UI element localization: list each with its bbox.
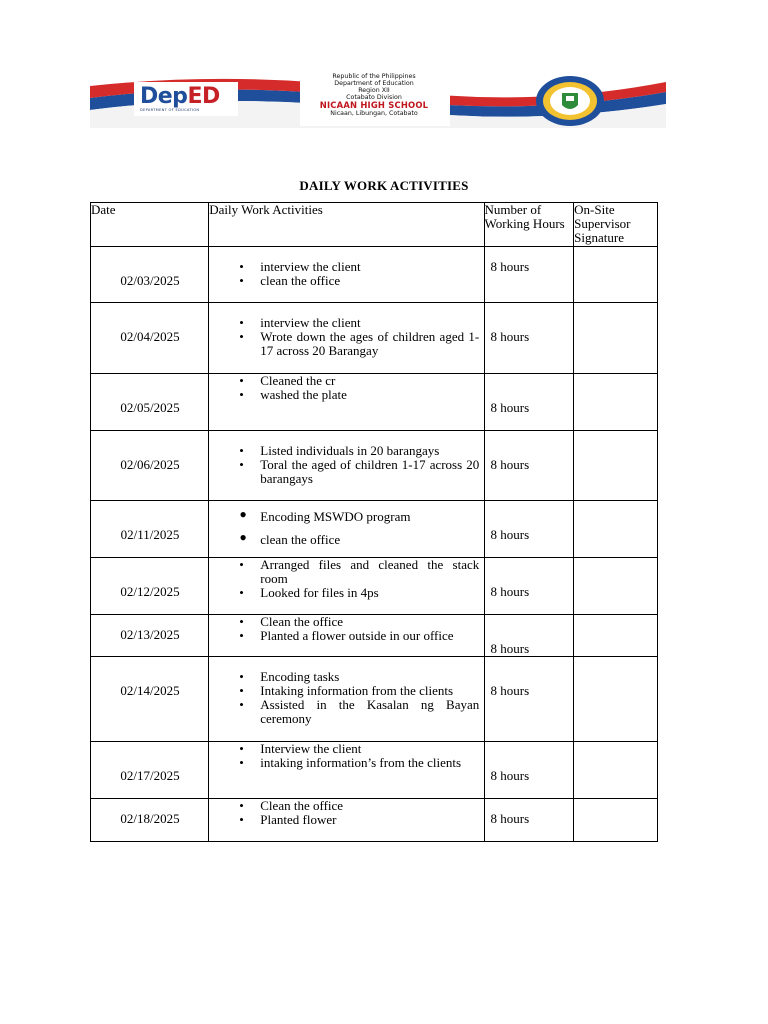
date-text: 02/06/2025 (120, 457, 180, 472)
deped-subtitle: DEPARTMENT OF EDUCATION (140, 108, 200, 112)
hours-text: 8 hours (490, 768, 530, 783)
list-item: • intaking information’s from the clients (209, 756, 485, 770)
list-item: • clean the office (209, 274, 485, 288)
school-info (304, 73, 444, 117)
list-item: • Planted flower (209, 813, 485, 827)
hours-text: 8 hours (490, 641, 530, 656)
signature-cell (574, 247, 658, 303)
letterhead-banner (90, 70, 666, 128)
school-seal-icon (534, 75, 606, 127)
hours-text: 8 hours (490, 259, 530, 274)
list-item: • Cleaned the cr (209, 374, 485, 388)
activities-cell (209, 374, 484, 431)
header-date: Date (91, 203, 209, 247)
table-header-row (91, 203, 658, 247)
activity-list (209, 615, 485, 643)
list-item: • Clean the office (209, 615, 485, 629)
date-text: 02/18/2025 (120, 811, 180, 826)
date-cell (91, 558, 209, 615)
table-row (91, 431, 658, 501)
signature-cell (574, 558, 658, 615)
hours-cell (484, 657, 574, 742)
school-name: NICAAN HIGH SCHOOL (319, 100, 429, 110)
activities-cell (209, 247, 484, 303)
signature-cell (574, 742, 658, 799)
activities-cell (209, 657, 484, 742)
deped-logo-dep: Dep (140, 84, 188, 109)
activities-cell (209, 558, 484, 615)
date-text: 02/17/2025 (120, 768, 180, 783)
hours-text: 8 hours (490, 329, 530, 344)
document-title: DAILY WORK ACTIVITIES (299, 178, 469, 193)
date-cell (91, 657, 209, 742)
date-cell (91, 799, 209, 842)
signature-cell (574, 799, 658, 842)
hours-text: 8 hours (490, 457, 530, 472)
table-row (91, 742, 658, 799)
table-row (91, 374, 658, 431)
list-item: • Arranged files and cleaned the stack room (209, 558, 485, 586)
signature-cell (574, 374, 658, 431)
date-cell (91, 374, 209, 431)
country-line: Republic of the Philippines (332, 73, 416, 80)
signature-cell (574, 657, 658, 742)
date-cell (91, 501, 209, 558)
signature-cell (574, 431, 658, 501)
header-signature: On-Site Supervisor Signature (574, 203, 658, 247)
list-item: • interview the client (209, 260, 485, 274)
list-item: • Encoding MSWDO program (209, 505, 485, 528)
date-cell (91, 303, 209, 374)
date-text: 02/11/2025 (120, 527, 180, 542)
region-line: Region XII (358, 87, 390, 94)
activities-cell (209, 431, 484, 501)
table-row (91, 501, 658, 558)
hours-text: 8 hours (490, 811, 530, 826)
hours-cell (484, 501, 574, 558)
hours-cell (484, 374, 574, 431)
activities-cell (209, 501, 484, 558)
school-address: Nicaan, Libungan, Cotabato (330, 110, 418, 117)
date-cell (91, 742, 209, 799)
table-row (91, 558, 658, 615)
header-activities: Daily Work Activities (209, 203, 484, 247)
hours-cell (484, 615, 574, 657)
activity-list (209, 505, 485, 551)
date-text: 02/12/2025 (120, 584, 180, 599)
hours-text: 8 hours (490, 683, 530, 698)
hours-text: 8 hours (490, 527, 530, 542)
activity-list (209, 260, 485, 288)
hours-cell (484, 799, 574, 842)
list-item: • Listed individuals in 20 barangays (209, 444, 485, 458)
division-line: Cotabato Division (346, 94, 402, 101)
list-item: • Planted a flower outside in our office (209, 629, 485, 643)
list-item: • Intaking information from the clients (209, 684, 485, 698)
date-text: 02/13/2025 (120, 627, 180, 642)
hours-cell (484, 742, 574, 799)
date-cell (91, 247, 209, 303)
activity-list (209, 799, 485, 827)
hours-cell (484, 558, 574, 615)
table-row (91, 303, 658, 374)
activity-list (209, 316, 485, 358)
list-item: • washed the plate (209, 388, 485, 402)
hours-text: 8 hours (490, 400, 530, 415)
activity-list (209, 742, 485, 770)
signature-cell (574, 303, 658, 374)
department-line: Department of Education (334, 80, 414, 87)
hours-text: 8 hours (490, 584, 530, 599)
list-item: • Assisted in the Kasalan ng Bayan ceremony (209, 698, 485, 726)
activities-cell (209, 799, 484, 842)
activity-list (209, 558, 485, 600)
date-text: 02/05/2025 (120, 400, 180, 415)
list-item: • Looked for files in 4ps (209, 586, 485, 600)
list-item: • Encoding tasks (209, 670, 485, 684)
date-text: 02/04/2025 (120, 329, 180, 344)
signature-cell (574, 615, 658, 657)
hours-cell (484, 303, 574, 374)
table-row (91, 657, 658, 742)
activity-list (209, 374, 485, 402)
activities-table (90, 202, 658, 842)
deped-logo (140, 84, 220, 110)
activities-cell (209, 615, 484, 657)
list-item: • clean the office (209, 528, 485, 551)
date-cell (91, 615, 209, 657)
list-item: • interview the client (209, 316, 485, 330)
activity-list (209, 670, 485, 726)
date-cell (91, 431, 209, 501)
hours-cell (484, 247, 574, 303)
table-row (91, 247, 658, 303)
activity-list (209, 444, 485, 486)
hours-cell (484, 431, 574, 501)
list-item: • Wrote down the ages of children aged 1-17 across 20 Barangay (209, 330, 485, 358)
date-text: 02/14/2025 (120, 683, 180, 698)
signature-cell (574, 501, 658, 558)
list-item: • Clean the office (209, 799, 485, 813)
date-text: 02/03/2025 (120, 273, 180, 288)
table-row (91, 799, 658, 842)
activities-cell (209, 303, 484, 374)
table-row (91, 615, 658, 657)
deped-logo-ed: ED (187, 84, 220, 109)
list-item: • Toral the aged of children 1-17 across 20 barangays (209, 458, 485, 486)
list-item: • Interview the client (209, 742, 485, 756)
activities-cell (209, 742, 484, 799)
header-hours: Number of Working Hours (484, 203, 574, 247)
